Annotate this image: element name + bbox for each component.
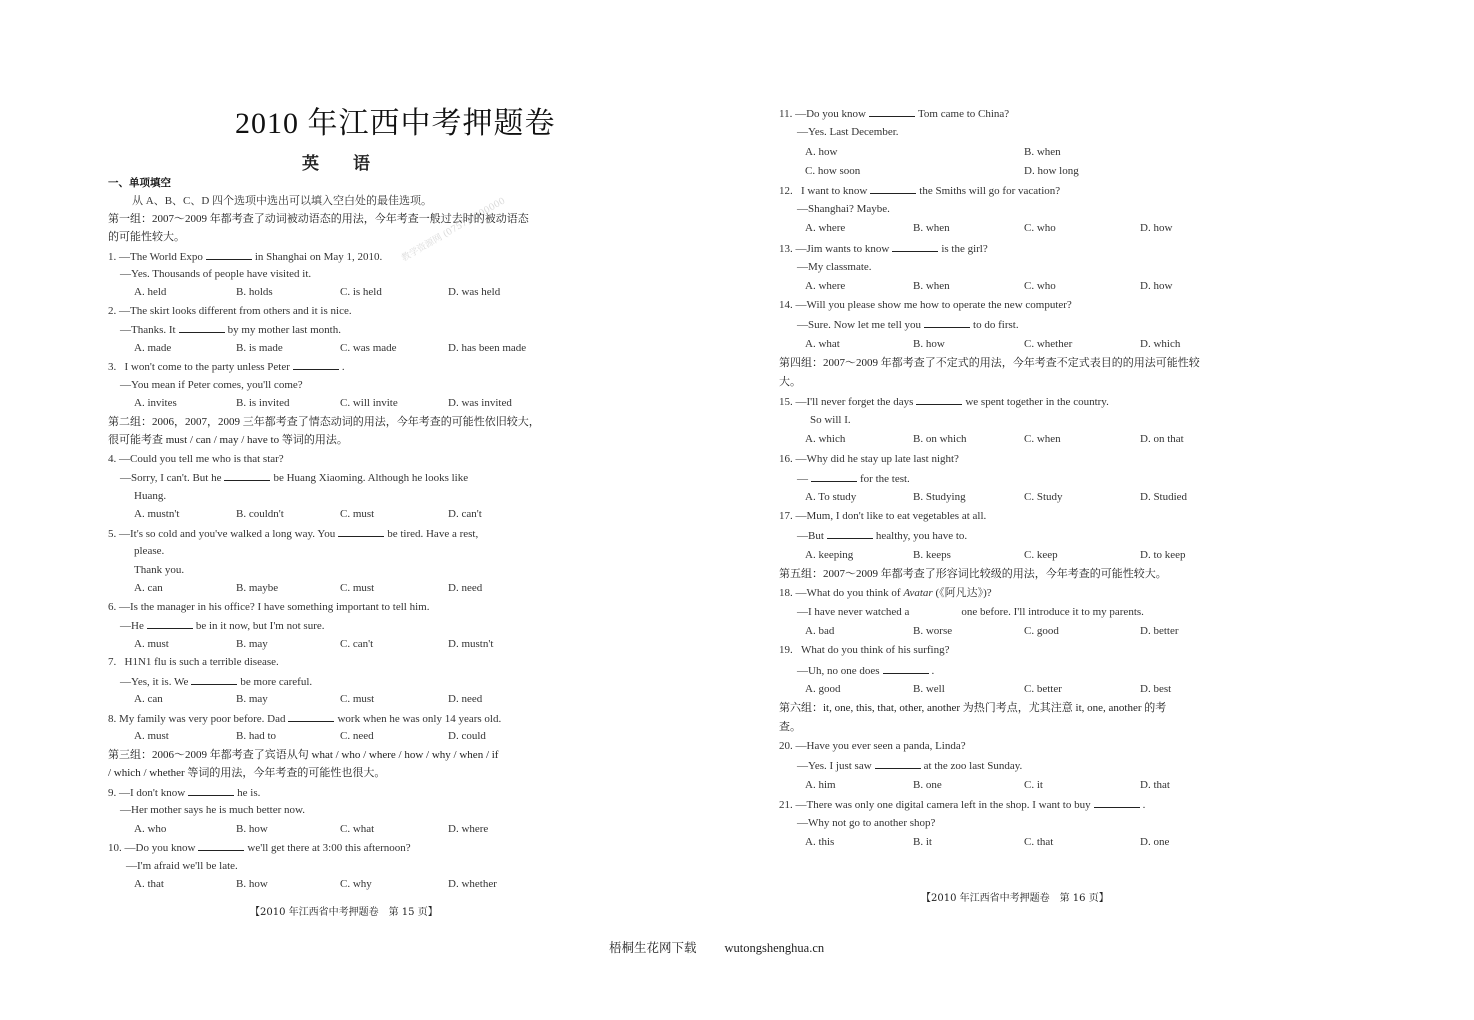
- option-a[interactable]: A. must: [134, 730, 169, 742]
- option-b[interactable]: B. is made: [236, 342, 283, 354]
- question-line: —Her mother says he is much better now.: [120, 804, 306, 816]
- question-line: please.: [134, 545, 165, 557]
- answer-blank: [827, 528, 873, 539]
- option-a[interactable]: A. who: [134, 823, 167, 835]
- option-c[interactable]: C. when: [1024, 433, 1061, 445]
- option-d[interactable]: D. where: [448, 823, 489, 835]
- option-b[interactable]: B. may: [236, 638, 268, 650]
- option-a[interactable]: A. which: [805, 433, 846, 445]
- question-21: 21. —There was only one digital camera left in the shop. I want to buy .: [779, 799, 1146, 811]
- question-2: 2. —The skirt looks different from others and it is nice.: [108, 305, 352, 317]
- group-note: 第一组：2007～2009 年都考查了动词被动语态的用法，今年考查一般过去时的被动语态: [108, 213, 529, 225]
- option-a[interactable]: A. that: [134, 878, 164, 890]
- answer-blank: [1094, 797, 1140, 808]
- question-15: 15. —I'll never forget the days we spent together in the country.: [779, 396, 1109, 408]
- option-d[interactable]: D. which: [1140, 338, 1181, 350]
- question-line: —You mean if Peter comes, you'll come?: [120, 379, 303, 391]
- subject-heading: 英语: [302, 154, 404, 174]
- answer-blank: [224, 470, 270, 481]
- answer-blank: [916, 394, 962, 405]
- options-row: [108, 822, 568, 836]
- options-row: [108, 341, 568, 355]
- group-note: 第六组：it, one, this, that, other, another 为热门考点，尤其注意 it, one, another 的考: [779, 702, 1167, 714]
- question-11: 11. —Do you know Tom came to China?: [779, 108, 1010, 120]
- option-b[interactable]: B. one: [913, 779, 942, 791]
- options-row: [779, 490, 1269, 504]
- instructions: 从 A、B、C、D 四个选项中选出可以填入空白处的最佳选项。: [132, 195, 433, 207]
- question-line: Huang.: [134, 490, 167, 502]
- question-7: 7. H1N1 flu is such a terrible disease.: [108, 656, 279, 668]
- question-9: 9. —I don't know he is.: [108, 787, 261, 799]
- options-row: [779, 432, 1269, 446]
- answer-blank: [191, 674, 237, 685]
- answer-blank: [811, 471, 857, 482]
- option-c[interactable]: C. better: [1024, 683, 1062, 695]
- option-b[interactable]: B. how: [236, 823, 268, 835]
- option-c[interactable]: C. who: [1024, 222, 1056, 234]
- question-14: 14. —Will you please show me how to operate the new computer?: [779, 299, 1072, 311]
- option-d[interactable]: D. better: [1140, 625, 1179, 637]
- option-a[interactable]: A. how: [805, 146, 838, 158]
- group-note: 第四组：2007～2009 年都考查了不定式的用法，今年考查不定式表目的的用法可能性较: [779, 357, 1200, 369]
- option-b[interactable]: B. on which: [913, 433, 967, 445]
- question-6: 6. —Is the manager in his office? I have something important to tell him.: [108, 601, 430, 613]
- options-row: [779, 221, 1269, 235]
- option-d[interactable]: D. how: [1140, 280, 1173, 292]
- group-note: 查。: [779, 721, 801, 733]
- option-c[interactable]: C. must: [340, 693, 375, 705]
- option-b[interactable]: B. how: [236, 878, 268, 890]
- answer-blank: [198, 840, 244, 851]
- group-note: / which / whether 等词的用法，今年考查的可能性也很大。: [108, 767, 386, 779]
- option-d[interactable]: D. need: [448, 693, 483, 705]
- options-row: [779, 145, 1269, 159]
- option-c[interactable]: C. need: [340, 730, 374, 742]
- answer-blank: [883, 663, 929, 674]
- answer-blank: [892, 241, 938, 252]
- option-b[interactable]: B. holds: [236, 286, 273, 298]
- question-line: —Sure. Now let me tell you to do first.: [797, 319, 1019, 331]
- question-8: 8. My family was very poor before. Dad work when he was only 14 years old.: [108, 713, 502, 725]
- option-a[interactable]: A. can: [134, 582, 163, 594]
- options-row: [108, 637, 568, 651]
- question-line: —Why not go to another shop?: [797, 817, 936, 829]
- answer-blank: [875, 758, 921, 769]
- option-c[interactable]: C. who: [1024, 280, 1056, 292]
- options-row: [779, 682, 1269, 696]
- options-row: [779, 778, 1269, 792]
- option-d[interactable]: D. whether: [448, 878, 497, 890]
- answer-blank: [924, 317, 970, 328]
- option-d[interactable]: D. to keep: [1140, 549, 1186, 561]
- question-19: 19. What do you think of his surfing?: [779, 644, 950, 656]
- option-a[interactable]: A. this: [805, 836, 835, 848]
- options-row: [779, 164, 1269, 178]
- question-4: 4. —Could you tell me who is that star?: [108, 453, 284, 465]
- question-line: —He be in it now, but I'm not sure.: [120, 620, 325, 632]
- option-c[interactable]: C. must: [340, 582, 375, 594]
- option-b[interactable]: B. may: [236, 693, 268, 705]
- question-line: —Uh, no one does .: [797, 665, 935, 677]
- option-a[interactable]: A. mustn't: [134, 508, 180, 520]
- option-c[interactable]: C. it: [1024, 779, 1043, 791]
- options-row: [108, 285, 568, 299]
- option-a[interactable]: A. what: [805, 338, 840, 350]
- question-17: 17. —Mum, I don't like to eat vegetables at all.: [779, 510, 987, 522]
- option-b[interactable]: B. couldn't: [236, 508, 284, 520]
- option-c[interactable]: C. is held: [340, 286, 382, 298]
- group-note: 的可能性较大。: [108, 231, 185, 243]
- option-a[interactable]: A. keeping: [805, 549, 854, 561]
- options-row: [108, 396, 568, 410]
- source-site-url[interactable]: wutongshenghua.cn: [724, 941, 825, 955]
- answer-blank: [206, 249, 252, 260]
- question-line: —Yes. Last December.: [797, 126, 899, 138]
- option-d[interactable]: D. Studied: [1140, 491, 1188, 503]
- option-c[interactable]: C. keep: [1024, 549, 1058, 561]
- options-row: [108, 729, 568, 743]
- options-row: [779, 835, 1269, 849]
- option-c[interactable]: C. why: [340, 878, 372, 890]
- answer-blank: [188, 785, 234, 796]
- option-a[interactable]: A. bad: [805, 625, 835, 637]
- option-d[interactable]: D. could: [448, 730, 486, 742]
- option-d[interactable]: D. one: [1140, 836, 1170, 848]
- option-d[interactable]: D. need: [448, 582, 483, 594]
- option-b[interactable]: B. when: [913, 280, 950, 292]
- question-18: 18. —What do you think of Avatar (《阿凡达》)?: [779, 587, 992, 599]
- option-c[interactable]: C. Study: [1024, 491, 1063, 503]
- title: 2010 年江西中考押题卷: [235, 107, 556, 140]
- question-line: —Shanghai? Maybe.: [797, 203, 890, 215]
- option-b[interactable]: B. it: [913, 836, 932, 848]
- answer-blank: [912, 605, 958, 615]
- option-b[interactable]: B. worse: [913, 625, 953, 637]
- question-line: Thank you.: [134, 564, 185, 576]
- option-b[interactable]: B. how: [913, 338, 945, 350]
- option-c[interactable]: C. can't: [340, 638, 374, 650]
- watermark: 教学资源网 (0757)0000000: [400, 196, 508, 264]
- option-d[interactable]: D. can't: [448, 508, 482, 520]
- question-line: —Sorry, I can't. But he be Huang Xiaoming. Although he looks like: [120, 472, 469, 484]
- option-d[interactable]: D. how: [1140, 222, 1173, 234]
- option-b[interactable]: B. when: [1024, 146, 1061, 158]
- answer-blank: [869, 106, 915, 117]
- page-footer-left: 【2010 年江西省中考押题卷 第 15 页】: [250, 907, 438, 918]
- group-note: 大。: [779, 376, 801, 388]
- answer-blank: [870, 183, 916, 194]
- option-d[interactable]: D. was invited: [448, 397, 512, 409]
- option-c[interactable]: C. that: [1024, 836, 1054, 848]
- question-line: —My classmate.: [797, 261, 872, 273]
- option-b[interactable]: B. maybe: [236, 582, 279, 594]
- question-3: 3. I won't come to the party unless Peter .: [108, 361, 345, 373]
- question-line: —Yes. Thousands of people have visited it.: [120, 268, 312, 280]
- source-site-name: 梧桐生花网下载: [609, 941, 697, 955]
- answer-blank: [293, 359, 339, 370]
- group-note: 第五组：2007～2009 年都考查了形容词比较级的用法，今年考查的可能性较大。: [779, 568, 1167, 580]
- download-source: [609, 938, 824, 956]
- option-a[interactable]: A. good: [805, 683, 841, 695]
- option-c[interactable]: C. good: [1024, 625, 1059, 637]
- question-12: 12. I want to know the Smiths will go for vacation?: [779, 185, 1061, 197]
- option-b[interactable]: B. had to: [236, 730, 277, 742]
- answer-blank: [288, 711, 334, 722]
- option-d[interactable]: D. how long: [1024, 165, 1079, 177]
- question-line: —I'm afraid we'll be late.: [126, 860, 238, 872]
- option-d[interactable]: D. was held: [448, 286, 501, 298]
- option-b[interactable]: B. keeps: [913, 549, 951, 561]
- options-row: [779, 279, 1269, 293]
- section-heading: 一、单项填空: [108, 177, 171, 189]
- option-d[interactable]: D. has been made: [448, 342, 527, 354]
- question-5: 5. —It's so cold and you've walked a long way. You be tired. Have a rest,: [108, 528, 479, 540]
- option-d[interactable]: D. best: [1140, 683, 1172, 695]
- option-b[interactable]: B. Studying: [913, 491, 966, 503]
- options-row: [108, 692, 568, 706]
- option-c[interactable]: C. will invite: [340, 397, 398, 409]
- question-20: 20. —Have you ever seen a panda, Linda?: [779, 740, 966, 752]
- option-a[interactable]: A. where: [805, 280, 846, 292]
- group-note: 第二组：2006，2007，2009 三年都考查了情态动词的用法，今年考查的可能性依旧较大，: [108, 416, 540, 428]
- answer-blank: [179, 322, 225, 333]
- question-line: — for the test.: [797, 473, 910, 485]
- group-note: 很可能考查 must / can / may / have to 等词的用法。: [108, 434, 348, 446]
- options-row: [779, 337, 1269, 351]
- options-row: [108, 507, 568, 521]
- option-d[interactable]: D. mustn't: [448, 638, 494, 650]
- option-a[interactable]: A. held: [134, 286, 167, 298]
- option-d[interactable]: D. that: [1140, 779, 1170, 791]
- option-a[interactable]: A. him: [805, 779, 836, 791]
- option-c[interactable]: C. must: [340, 508, 375, 520]
- option-a[interactable]: A. can: [134, 693, 163, 705]
- question-10: 10. —Do you know we'll get there at 3:00 this afternoon?: [108, 842, 411, 854]
- question-13: 13. —Jim wants to know is the girl?: [779, 243, 988, 255]
- question-line: —Yes. I just saw at the zoo last Sunday.: [797, 760, 1023, 772]
- question-16: 16. —Why did he stay up late last night?: [779, 453, 959, 465]
- question-line: —Thanks. It by my mother last month.: [120, 324, 341, 336]
- option-c[interactable]: C. was made: [340, 342, 397, 354]
- option-a[interactable]: A. invites: [134, 397, 177, 409]
- option-a[interactable]: A. made: [134, 342, 172, 354]
- option-c[interactable]: C. whether: [1024, 338, 1073, 350]
- question-line: So will I.: [810, 414, 851, 426]
- option-b[interactable]: B. is invited: [236, 397, 290, 409]
- question-line: —Yes, it is. We be more careful.: [120, 676, 313, 688]
- option-c[interactable]: C. how soon: [805, 165, 861, 177]
- option-a[interactable]: A. To study: [805, 491, 857, 503]
- question-line: —I have never watched a one before. I'll introduce it to my parents.: [797, 606, 1144, 618]
- option-d[interactable]: D. on that: [1140, 433, 1184, 445]
- option-a[interactable]: A. must: [134, 638, 169, 650]
- answer-blank: [338, 526, 384, 537]
- question-1: 1. —The World Expo in Shanghai on May 1, 2010.: [108, 251, 383, 263]
- options-row: [108, 877, 568, 891]
- page-footer-right: 【2010 年江西省中考押题卷 第 16 页】: [921, 893, 1109, 904]
- option-c[interactable]: C. what: [340, 823, 375, 835]
- answer-blank: [147, 618, 193, 629]
- option-b[interactable]: B. when: [913, 222, 950, 234]
- options-row: [779, 624, 1269, 638]
- options-row: [108, 581, 568, 595]
- option-b[interactable]: B. well: [913, 683, 945, 695]
- option-a[interactable]: A. where: [805, 222, 846, 234]
- options-row: [779, 548, 1269, 562]
- question-line: —But healthy, you have to.: [797, 530, 968, 542]
- group-note: 第三组：2006～2009 年都考查了宾语从句 what / who / where / how / why / when / if: [108, 749, 499, 761]
